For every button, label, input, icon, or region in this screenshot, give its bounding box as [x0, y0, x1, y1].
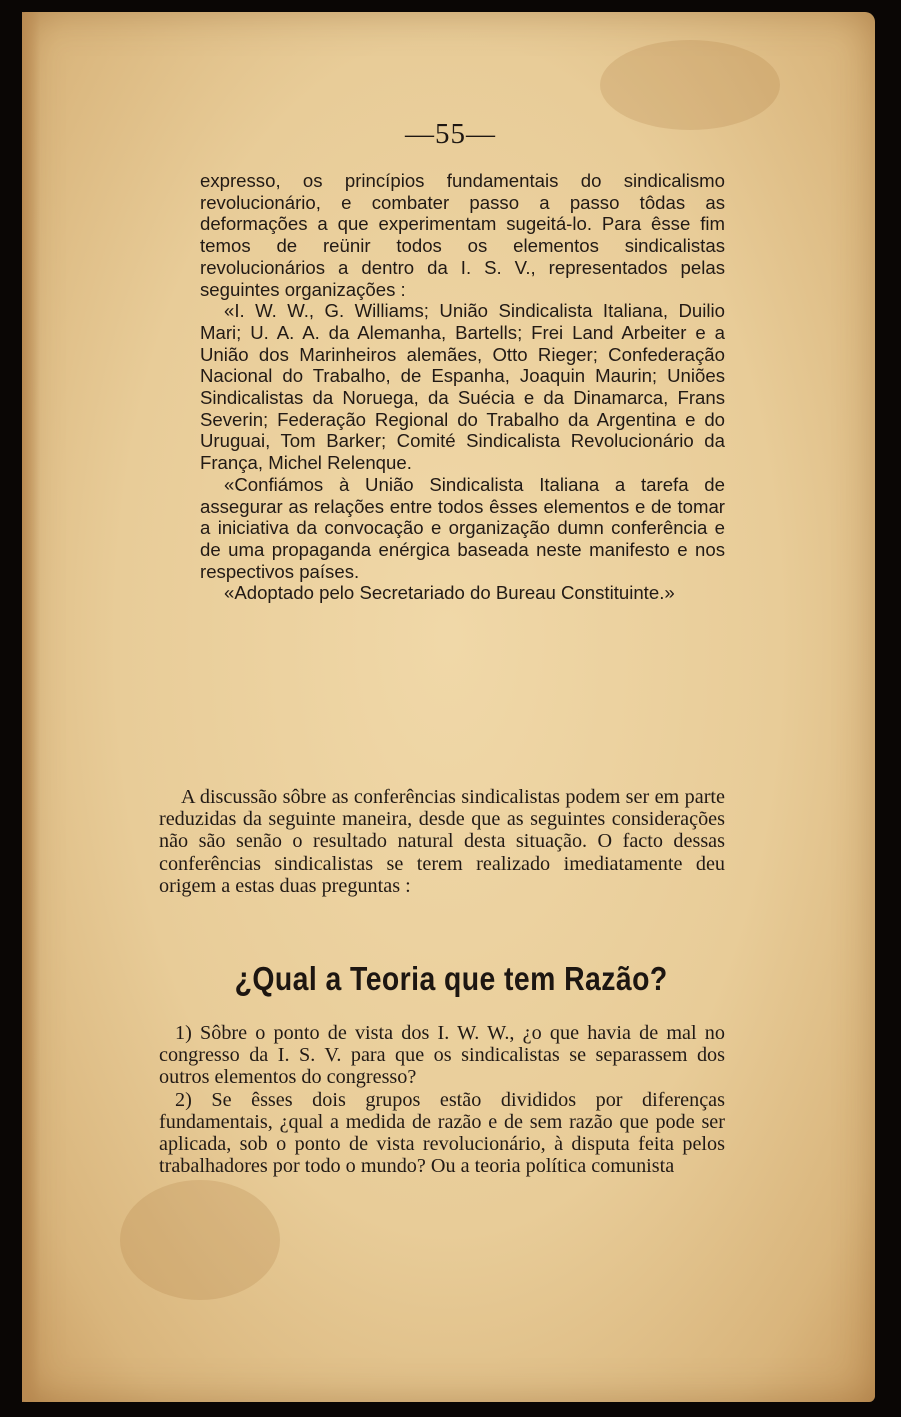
paper-stain	[600, 40, 780, 130]
manifesto-paragraph: «Adoptado pelo Secretariado do Bureau Constituinte.»	[224, 582, 675, 604]
manifesto-paragraph: expresso, os princípios fundamentais do sindicalismo revolucionário, e combater passo a passo tôdas as deformações a que experimentam sugeitá-lo. Para êsse fim temos de reünir todos os elementos sindicalistas revolucionários a dentro da I. S. V., representados pelas seguintes organizações :	[200, 170, 725, 300]
questions-list	[159, 1022, 725, 1177]
paper-stain	[120, 1180, 280, 1300]
discussion-text	[159, 786, 725, 897]
section-heading: ¿Qual a Teoria que tem Razão?	[234, 960, 668, 997]
manifesto-paragraph: «I. W. W., G. Williams; União Sindicalista Italiana, Duilio Mari; U. A. A. da Alemanha, Bartells; Frei Land Arbeiter e a União dos Marinheiros alemães, Otto Rieger; Confederação Nacional do Trabalho, de Espanha, Joaquin Maurin; Uniões Sindicalistas da Noruega, da Suécia e da Dinamarca, Frans Severin; Federação Regional do Trabalho da Argentina e do Uruguai, Tom Barker; Comité Sindicalista Revolucionário da França, Michel Relenque.	[200, 300, 725, 474]
manifesto-text	[200, 170, 725, 604]
discussion-paragraph: A discussão sôbre as conferências sindicalistas podem ser em parte reduzidas da seguinte maneira, desde que as seguintes considerações não são senão o resultado natural desta situação. O facto dessas conferências sindicalistas se terem realizado imediatamente deu origem a estas duas preguntas :	[159, 786, 725, 897]
page-number: —55—	[405, 118, 496, 150]
question-item: 1) Sôbre o ponto de vista dos I. W. W., ¿o que havia de mal no congresso da I. S. V. para que os sindicalistas se separassem dos outros elementos do congresso?	[159, 1022, 725, 1089]
question-item: 2) Se êsses dois grupos estão divididos por diferenças fundamentais, ¿qual a medida de razão e de sem razão que pode ser aplicada, sob o ponto de vista revolucionário, à disputa feita pelos trabalhadores por todo o mundo? Ou a teoria política comunista	[159, 1088, 725, 1178]
page-gutter-shadow	[22, 12, 40, 1402]
manifesto-paragraph: «Confiámos à União Sindicalista Italiana a tarefa de assegurar as relações entre todos êsses elementos e de tomar a iniciativa da convocação e organização dumn conferência e de uma propaganda enérgica baseada neste manifesto e nos respectivos países.	[200, 473, 725, 582]
